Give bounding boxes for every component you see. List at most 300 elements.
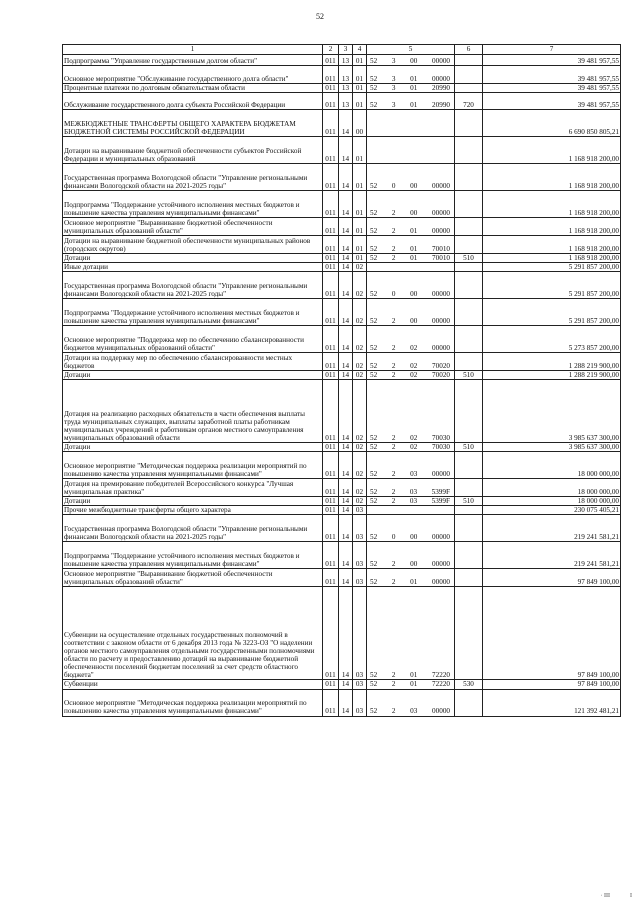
csr-part: 70030 <box>432 443 450 452</box>
row-vr <box>455 272 483 299</box>
row-vr <box>455 218 483 236</box>
header-cell-3: 3 <box>339 45 353 55</box>
csr-part: 72220 <box>432 680 450 689</box>
csr-parts <box>368 671 453 679</box>
row-csr <box>367 66 455 84</box>
csr-part: 03 <box>409 497 418 506</box>
csr-parts <box>368 434 453 442</box>
csr-part: 52 <box>370 344 378 353</box>
row-name: Дотация на премирование победителей Всероссийского конкурса "Лучшая муниципальная практика" <box>63 479 323 497</box>
csr-part: 70020 <box>432 371 450 380</box>
row-name: Дотации на поддержку мер по обеспечению сбалансированности местных бюджетов <box>63 353 323 371</box>
row-rz: 14 <box>339 443 353 452</box>
csr-part: 2 <box>391 560 396 569</box>
row-amount: 39 481 957,55 <box>483 84 621 93</box>
csr-part: 2 <box>391 578 396 587</box>
csr-part: 01 <box>410 578 418 587</box>
csr-part: 2 <box>391 344 396 353</box>
row-vr <box>455 326 483 353</box>
row-amount: 5 291 857 200,00 <box>483 263 621 272</box>
row-pr: 01 <box>353 164 367 191</box>
row-amount: 1 168 918 200,00 <box>483 191 621 218</box>
row-ved: 011 <box>323 515 339 542</box>
row-rz: 14 <box>339 353 353 371</box>
table-header-row <box>63 45 621 55</box>
table-row <box>63 326 621 353</box>
table-row <box>63 218 621 236</box>
table-row <box>63 506 621 515</box>
row-ved: 011 <box>323 371 339 380</box>
row-ved: 011 <box>323 84 339 93</box>
csr-part: 52 <box>370 84 378 92</box>
table-row <box>63 515 621 542</box>
csr-part: 52 <box>370 182 378 190</box>
row-ved: 011 <box>323 110 339 137</box>
csr-part: 01 <box>410 680 418 689</box>
row-pr: 01 <box>353 218 367 236</box>
row-name: Основное мероприятие "Поддержка мер по обеспечению сбалансированности бюджетов муниципальных образований области" <box>63 326 323 353</box>
row-amount: 219 241 581,21 <box>483 515 621 542</box>
csr-part: 20990 <box>432 101 450 109</box>
row-rz: 14 <box>339 569 353 587</box>
row-rz: 14 <box>339 254 353 263</box>
csr-parts <box>368 227 453 235</box>
table-row <box>63 84 621 93</box>
header-cell-7: 7 <box>483 45 621 55</box>
csr-part: 2 <box>391 254 396 263</box>
csr-part: 0 <box>391 290 396 299</box>
row-ved: 011 <box>323 497 339 506</box>
table-row <box>63 55 621 66</box>
csr-part: 52 <box>370 470 378 479</box>
footer-mark-2: I <box>630 893 632 899</box>
table-row <box>63 299 621 326</box>
row-pr: 01 <box>353 137 367 164</box>
csr-part: 70030 <box>432 434 450 443</box>
csr-part: 02 <box>410 371 418 380</box>
csr-part: 03 <box>410 707 418 716</box>
row-pr: 01 <box>353 66 367 84</box>
csr-part: 52 <box>370 560 378 569</box>
row-amount: 5 273 857 200,00 <box>483 326 621 353</box>
csr-part: 00000 <box>432 470 450 479</box>
row-rz: 14 <box>339 110 353 137</box>
csr-part: 52 <box>370 56 378 65</box>
row-ved: 011 <box>323 164 339 191</box>
csr-part: 52 <box>370 74 378 83</box>
row-csr <box>367 218 455 236</box>
table-row <box>63 371 621 380</box>
csr-part: 01 <box>410 84 418 92</box>
row-rz: 14 <box>339 587 353 680</box>
row-vr: 510 <box>455 443 483 452</box>
row-amount: 1 168 918 200,00 <box>483 218 621 236</box>
row-rz: 14 <box>339 137 353 164</box>
csr-part: 00000 <box>432 560 450 569</box>
csr-part: 52 <box>370 707 378 716</box>
row-vr <box>455 452 483 479</box>
row-rz: 13 <box>339 84 353 93</box>
csr-part: 2 <box>391 707 396 716</box>
csr-part: 0 <box>391 182 396 190</box>
csr-part: 01 <box>410 227 418 235</box>
csr-parts <box>368 57 453 65</box>
row-ved: 011 <box>323 689 339 716</box>
row-ved: 011 <box>323 506 339 515</box>
row-vr <box>455 569 483 587</box>
row-name: Государственная программа Вологодской области "Управление региональными финансами Вологодской области на 2021-2025 годы" <box>63 164 323 191</box>
csr-parts <box>368 488 453 496</box>
csr-part: 00000 <box>432 74 450 83</box>
header-cell-1: 1 <box>63 45 323 55</box>
row-vr <box>455 299 483 326</box>
csr-parts <box>368 497 453 505</box>
csr-parts <box>368 560 453 568</box>
row-vr: 510 <box>455 254 483 263</box>
csr-part: 2 <box>391 362 396 371</box>
row-amount: 39 481 957,55 <box>483 66 621 84</box>
row-amount: 3 985 637 300,00 <box>483 380 621 443</box>
table-row <box>63 272 621 299</box>
row-name: Подпрограмма "Поддержание устойчивого исполнения местных бюджетов и повышение качества управления муниципальными финансами" <box>63 542 323 569</box>
row-pr: 02 <box>353 443 367 452</box>
row-ved: 011 <box>323 680 339 689</box>
row-csr <box>367 689 455 716</box>
row-vr: 720 <box>455 93 483 110</box>
csr-part: 3 <box>391 101 396 109</box>
csr-part: 70020 <box>432 362 450 371</box>
csr-part: 00000 <box>432 227 450 235</box>
csr-part: 52 <box>370 362 378 371</box>
csr-part: 3 <box>391 56 396 65</box>
row-ved: 011 <box>323 443 339 452</box>
csr-parts <box>368 443 453 451</box>
csr-part: 52 <box>370 209 378 217</box>
row-pr: 02 <box>353 371 367 380</box>
row-csr <box>367 254 455 263</box>
row-csr <box>367 380 455 443</box>
csr-part: 01 <box>410 101 418 109</box>
csr-parts <box>368 75 453 83</box>
csr-part: 2 <box>391 680 396 689</box>
csr-part: 02 <box>410 362 418 371</box>
csr-parts <box>368 371 453 379</box>
csr-part: 00 <box>410 56 418 65</box>
csr-parts <box>368 254 453 262</box>
row-amount: 39 481 957,55 <box>483 55 621 66</box>
row-name: Государственная программа Вологодской области "Управление региональными финансами Вологодской области на 2021-2025 годы" <box>63 515 323 542</box>
row-pr: 03 <box>353 680 367 689</box>
csr-part: 2 <box>391 245 396 253</box>
header-cell-4: 4 <box>353 45 367 55</box>
row-vr <box>455 66 483 84</box>
row-rz: 14 <box>339 542 353 569</box>
row-vr <box>455 263 483 272</box>
csr-part: 2 <box>391 443 396 452</box>
row-csr <box>367 515 455 542</box>
table-row <box>63 680 621 689</box>
table-row <box>63 110 621 137</box>
row-csr <box>367 84 455 93</box>
row-pr: 02 <box>353 353 367 371</box>
row-rz: 14 <box>339 299 353 326</box>
csr-part: 00000 <box>432 290 450 299</box>
row-vr: 510 <box>455 371 483 380</box>
row-amount: 39 481 957,55 <box>483 93 621 110</box>
csr-part: 2 <box>391 470 396 479</box>
row-ved: 011 <box>323 137 339 164</box>
csr-part: 52 <box>370 371 378 380</box>
row-csr <box>367 263 455 272</box>
row-pr: 02 <box>353 263 367 272</box>
row-pr: 03 <box>353 689 367 716</box>
row-rz: 14 <box>339 680 353 689</box>
row-ved: 011 <box>323 66 339 84</box>
csr-parts <box>368 707 453 715</box>
csr-part: 52 <box>370 680 378 689</box>
row-vr <box>455 55 483 66</box>
row-vr <box>455 353 483 371</box>
row-csr <box>367 191 455 218</box>
row-csr <box>367 587 455 680</box>
csr-part: 2 <box>391 209 396 217</box>
row-pr: 00 <box>353 110 367 137</box>
budget-table <box>62 44 621 717</box>
row-ved: 011 <box>323 587 339 680</box>
table-row <box>63 569 621 587</box>
row-vr <box>455 110 483 137</box>
row-name: Дотации на выравнивание бюджетной обеспеченности муниципальных районов (городских округов) <box>63 236 323 254</box>
csr-part: 01 <box>410 245 418 253</box>
row-amount: 1 168 918 200,00 <box>483 236 621 254</box>
row-pr: 03 <box>353 569 367 587</box>
csr-part: 5399F <box>431 488 450 497</box>
csr-part: 52 <box>370 290 378 299</box>
row-amount: 97 849 100,00 <box>483 587 621 680</box>
page-number: 52 <box>316 12 324 21</box>
csr-parts <box>368 245 453 253</box>
row-csr <box>367 299 455 326</box>
row-rz: 14 <box>339 497 353 506</box>
csr-part: 2 <box>391 671 396 680</box>
row-ved: 011 <box>323 191 339 218</box>
row-csr <box>367 137 455 164</box>
table-row <box>63 479 621 497</box>
csr-part: 00000 <box>432 182 450 190</box>
row-name: Субвенции <box>63 680 323 689</box>
header-cell-2: 2 <box>323 45 339 55</box>
csr-part: 02 <box>410 434 418 443</box>
csr-parts <box>368 290 453 298</box>
csr-part: 52 <box>370 533 378 542</box>
row-pr: 03 <box>353 506 367 515</box>
row-amount: 18 000 000,00 <box>483 479 621 497</box>
footer-mark: · III <box>600 893 610 899</box>
csr-parts <box>368 533 453 541</box>
row-pr: 02 <box>353 380 367 443</box>
row-pr: 01 <box>353 55 367 66</box>
row-csr <box>367 479 455 497</box>
table-row <box>63 66 621 84</box>
csr-part: 2 <box>391 434 396 443</box>
row-csr <box>367 680 455 689</box>
row-rz: 13 <box>339 55 353 66</box>
row-ved: 011 <box>323 326 339 353</box>
row-ved: 011 <box>323 479 339 497</box>
csr-part: 70010 <box>432 245 450 253</box>
row-rz: 14 <box>339 380 353 443</box>
row-pr: 02 <box>353 326 367 353</box>
csr-part: 52 <box>370 254 378 263</box>
csr-part: 52 <box>370 227 378 235</box>
table-row <box>63 164 621 191</box>
row-csr <box>367 272 455 299</box>
csr-part: 2 <box>391 488 396 497</box>
row-name: Подпрограмма "Управление государственным долгом области" <box>63 55 323 66</box>
csr-part: 52 <box>370 101 378 109</box>
row-name: Дотации <box>63 254 323 263</box>
row-csr <box>367 93 455 110</box>
table-row <box>63 542 621 569</box>
csr-part: 00 <box>410 209 418 217</box>
row-amount: 121 392 481,21 <box>483 689 621 716</box>
csr-part: 03 <box>410 470 418 479</box>
row-csr <box>367 110 455 137</box>
row-vr <box>455 479 483 497</box>
csr-part: 00 <box>410 560 418 569</box>
csr-part: 2 <box>391 227 396 235</box>
row-ved: 011 <box>323 353 339 371</box>
row-csr <box>367 542 455 569</box>
row-rz: 14 <box>339 218 353 236</box>
row-ved: 011 <box>323 272 339 299</box>
row-amount: 1 288 219 900,00 <box>483 353 621 371</box>
row-pr: 03 <box>353 515 367 542</box>
row-name: Дотации <box>63 371 323 380</box>
table-row <box>63 191 621 218</box>
row-ved: 011 <box>323 452 339 479</box>
row-name: Основное мероприятие "Обслуживание государственного долга области" <box>63 66 323 84</box>
row-pr: 03 <box>353 587 367 680</box>
csr-part: 3 <box>391 74 396 83</box>
table-row <box>63 587 621 680</box>
row-rz: 13 <box>339 93 353 110</box>
row-ved: 011 <box>323 380 339 443</box>
csr-part: 52 <box>370 443 378 452</box>
row-vr <box>455 164 483 191</box>
row-csr <box>367 326 455 353</box>
csr-part: 5399F <box>431 497 450 506</box>
row-name: Дотации на выравнивание бюджетной обеспеченности субъектов Российской Федерации и муниципальных образований <box>63 137 323 164</box>
csr-part: 01 <box>410 74 418 83</box>
row-csr <box>367 443 455 452</box>
csr-part: 20990 <box>432 84 450 92</box>
row-ved: 011 <box>323 263 339 272</box>
row-vr <box>455 137 483 164</box>
row-amount: 230 075 405,21 <box>483 506 621 515</box>
header-cell-6: 6 <box>455 45 483 55</box>
csr-parts <box>368 84 453 92</box>
row-ved: 011 <box>323 218 339 236</box>
table-row <box>63 254 621 263</box>
row-amount: 1 168 918 200,00 <box>483 254 621 263</box>
csr-part: 00000 <box>432 209 450 217</box>
csr-part: 00 <box>410 290 418 299</box>
row-rz: 14 <box>339 689 353 716</box>
row-name: Подпрограмма "Поддержание устойчивого исполнения местных бюджетов и повышение качества управления муниципальными финансами" <box>63 299 323 326</box>
header-cell-5: 5 <box>367 45 455 55</box>
row-csr <box>367 55 455 66</box>
row-name: Основное мероприятие "Выравнивание бюджетной обеспеченности муниципальных образований области" <box>63 218 323 236</box>
row-pr: 02 <box>353 479 367 497</box>
table-row <box>63 497 621 506</box>
table-row <box>63 353 621 371</box>
csr-part: 01 <box>410 671 418 680</box>
row-csr <box>367 236 455 254</box>
csr-part: 00000 <box>432 56 450 65</box>
table-row <box>63 137 621 164</box>
csr-part: 52 <box>370 434 378 443</box>
row-ved: 011 <box>323 93 339 110</box>
row-pr: 01 <box>353 93 367 110</box>
csr-part: 52 <box>370 578 378 587</box>
csr-part: 52 <box>370 488 378 497</box>
row-csr <box>367 164 455 191</box>
row-rz: 14 <box>339 326 353 353</box>
row-ved: 011 <box>323 569 339 587</box>
row-name: Дотации <box>63 443 323 452</box>
row-name: Прочие межбюджетные трансферты общего характера <box>63 506 323 515</box>
row-amount: 97 849 100,00 <box>483 680 621 689</box>
row-name: Иные дотации <box>63 263 323 272</box>
row-rz: 13 <box>339 66 353 84</box>
row-vr <box>455 587 483 680</box>
row-name: МЕЖБЮДЖЕТНЫЕ ТРАНСФЕРТЫ ОБЩЕГО ХАРАКТЕРА БЮДЖЕТАМ БЮДЖЕТНОЙ СИСТЕМЫ РОССИЙСКОЙ ФЕДЕРАЦИИ <box>63 110 323 137</box>
csr-parts <box>368 680 453 688</box>
row-vr: 510 <box>455 497 483 506</box>
row-amount: 1 168 918 200,00 <box>483 137 621 164</box>
csr-part: 00000 <box>432 707 450 716</box>
row-amount: 1 288 219 900,00 <box>483 371 621 380</box>
csr-part: 70010 <box>432 254 450 263</box>
row-vr <box>455 84 483 93</box>
row-vr <box>455 542 483 569</box>
row-vr <box>455 380 483 443</box>
table-row <box>63 236 621 254</box>
row-csr <box>367 506 455 515</box>
csr-part: 72220 <box>432 671 450 680</box>
row-amount: 219 241 581,21 <box>483 542 621 569</box>
row-amount: 1 168 918 200,00 <box>483 164 621 191</box>
csr-part: 2 <box>391 497 396 506</box>
row-name: Процентные платежи по долговым обязательствам области <box>63 84 323 93</box>
row-csr <box>367 371 455 380</box>
table-row <box>63 93 621 110</box>
csr-part: 52 <box>370 671 378 680</box>
row-ved: 011 <box>323 55 339 66</box>
csr-part: 00 <box>410 533 418 542</box>
row-amount: 5 291 857 200,00 <box>483 299 621 326</box>
row-csr <box>367 353 455 371</box>
row-rz: 14 <box>339 515 353 542</box>
csr-part: 00000 <box>432 533 450 542</box>
row-name: Субвенции на осуществление отдельных государственных полномочий в соответствии с законом области от 6 декабря 2013 года № 3223-ОЗ "О наделении органов местного самоуправления отдельными государственными полномочиями области по расчету и предоставлению дотаций на выравнивание бюджетной обеспеченности поселений бюджетам поселений за счет средств областного бюджета" <box>63 587 323 680</box>
csr-part: 3 <box>391 84 396 92</box>
row-vr <box>455 236 483 254</box>
row-vr <box>455 506 483 515</box>
csr-part: 02 <box>410 443 418 452</box>
row-pr: 02 <box>353 272 367 299</box>
